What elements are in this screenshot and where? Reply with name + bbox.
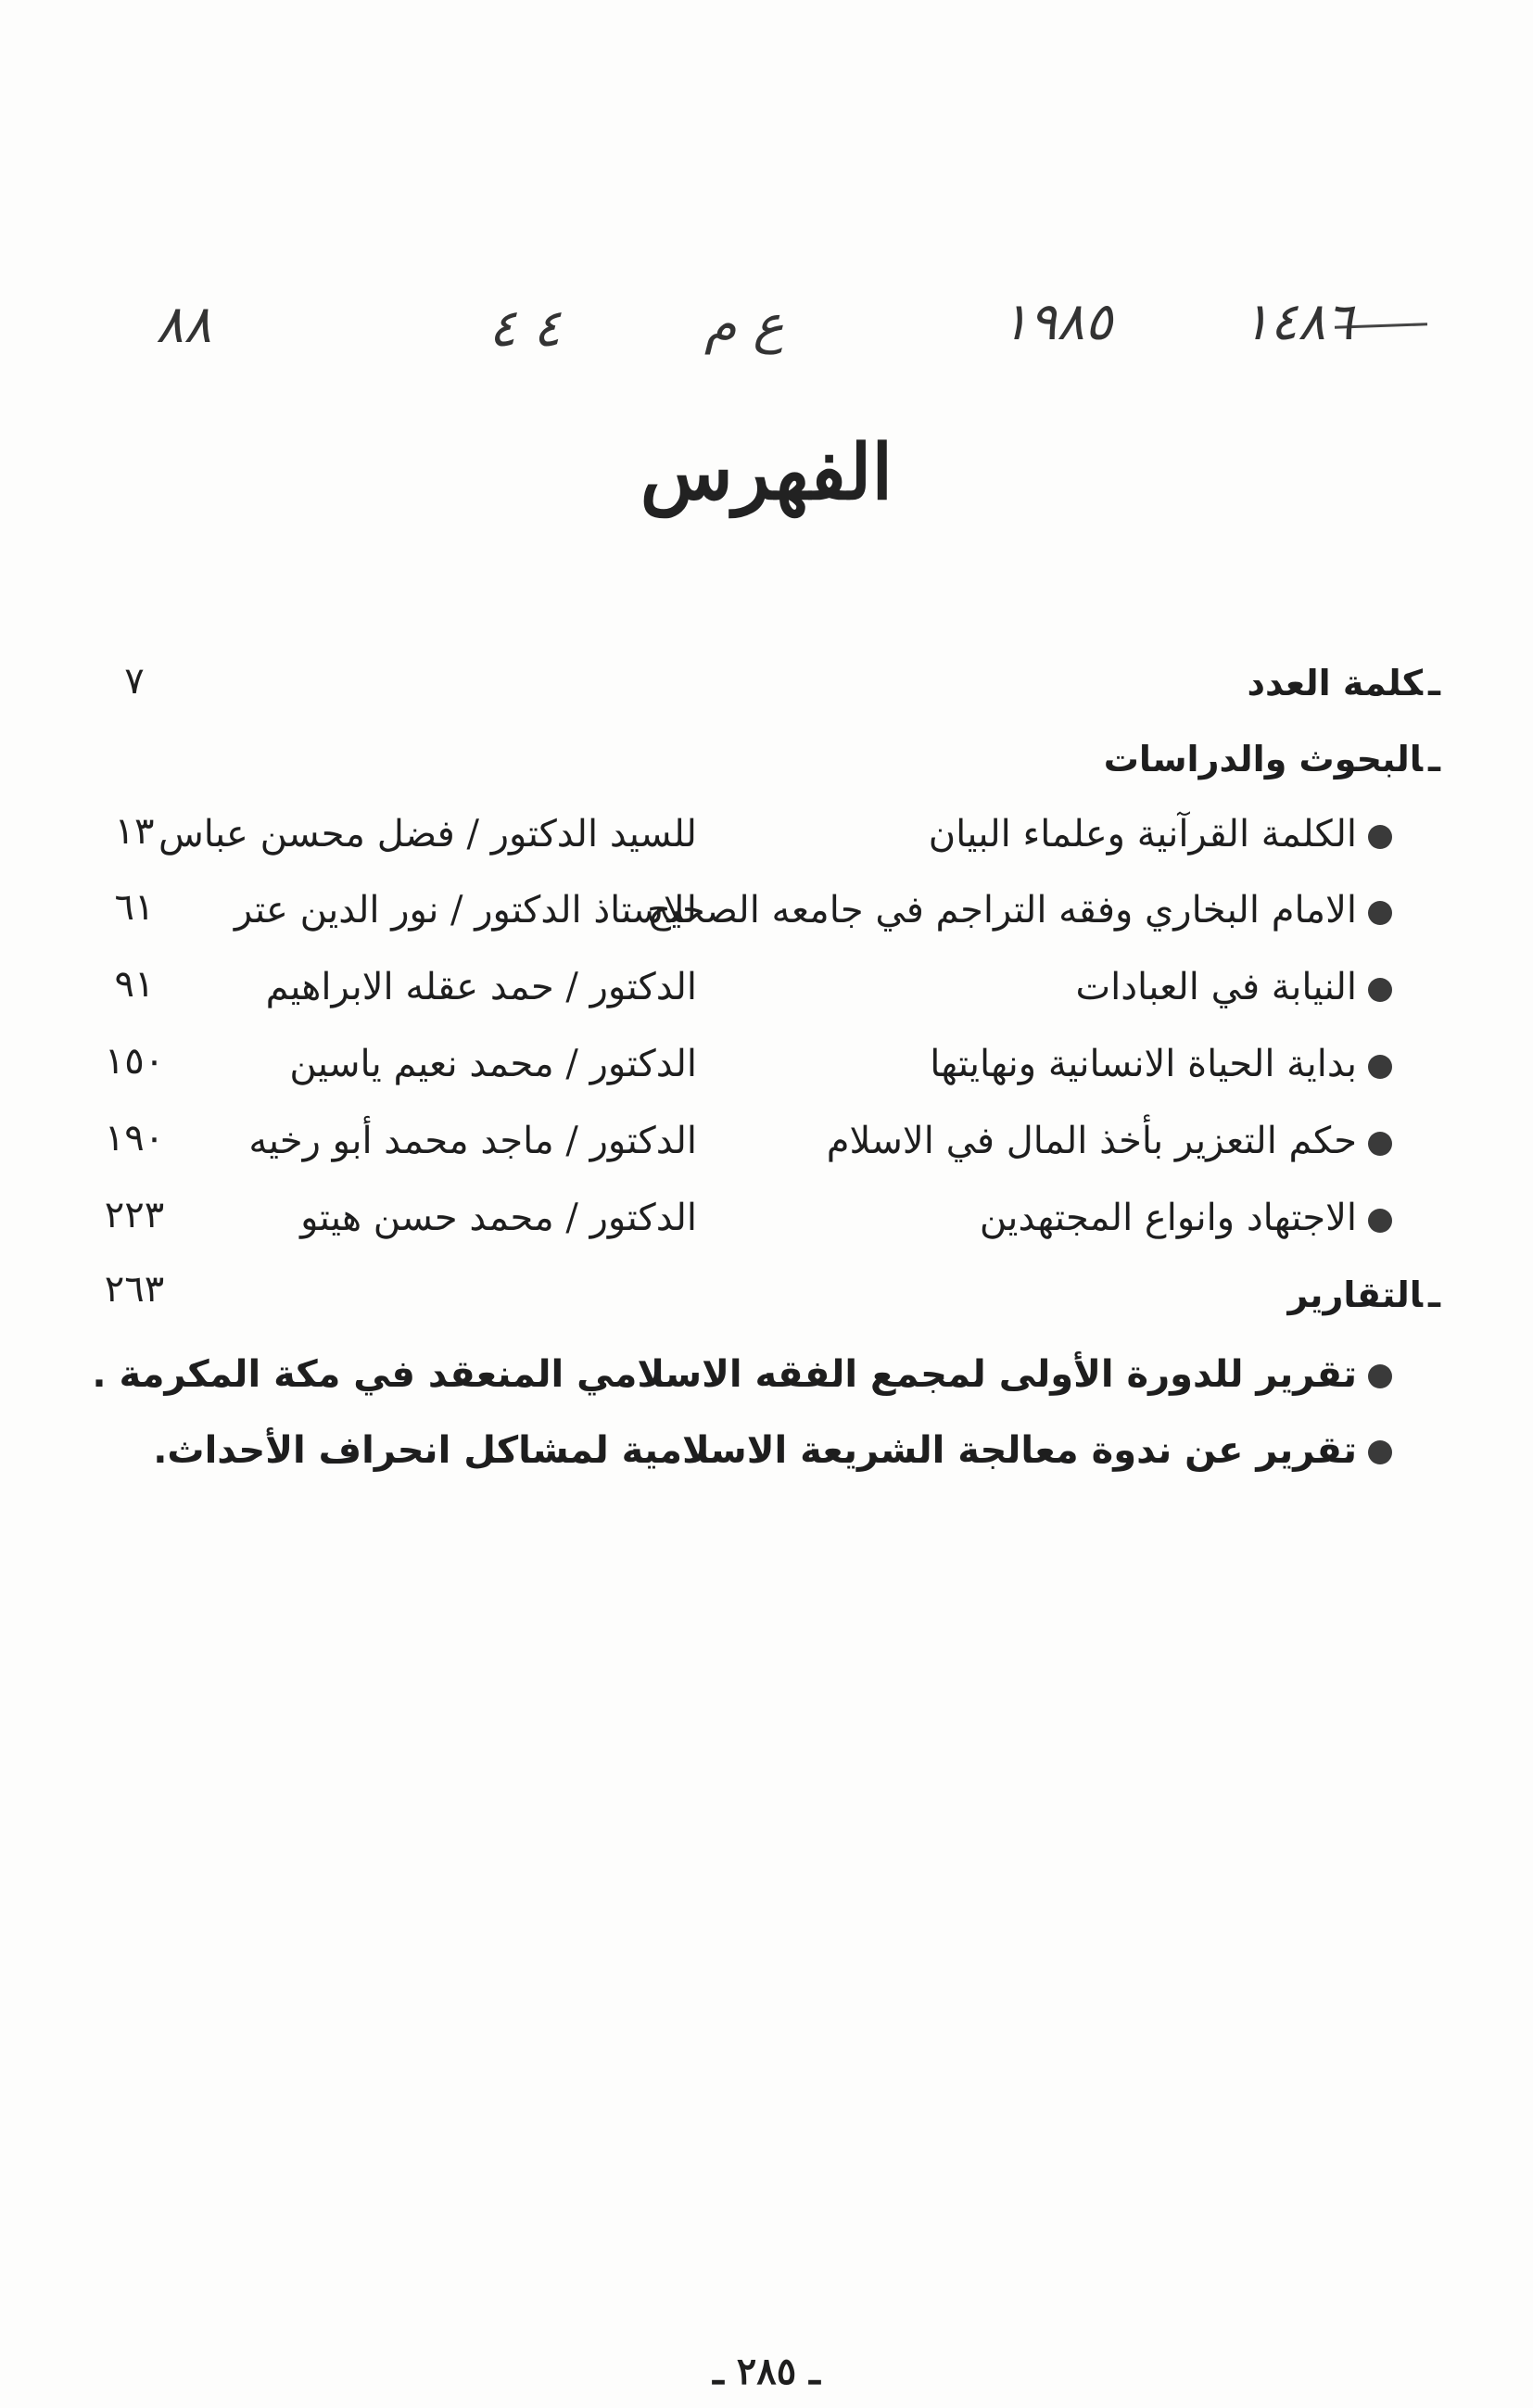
toc-entry-title[interactable]: [827, 1122, 1392, 1160]
toc-entry-title[interactable]: [930, 1043, 1392, 1085]
page-number-reports: ٢٦٣: [104, 1268, 165, 1311]
bullet-icon: [1368, 901, 1392, 925]
section-editorial[interactable]: [1247, 665, 1440, 701]
entry-title-text: الاجتهاد وانواع المجتهدين: [979, 1197, 1357, 1239]
toc-entry-author: الدكتور / حمد عقله الابراهيم: [265, 966, 697, 1008]
handwritten-note-part: ٨٨: [156, 295, 212, 355]
toc-entry-page: ١٣: [114, 810, 155, 853]
toc-entry-page: ١٩٠: [104, 1117, 165, 1160]
section-label: التقارير: [1287, 1274, 1423, 1315]
section-studies: [1104, 741, 1440, 777]
toc-entry-title[interactable]: [928, 813, 1392, 855]
handwritten-note-part: ١٩٨٥: [1001, 292, 1113, 352]
entry-title-text: بداية الحياة الانسانية ونهايتها: [930, 1043, 1357, 1085]
toc-entry-title[interactable]: [1075, 966, 1392, 1008]
section-reports[interactable]: [1287, 1274, 1440, 1315]
entry-title-text: الكلمة القرآنية وعلماء البيان: [928, 813, 1357, 855]
section-label: كلمة العدد: [1247, 663, 1423, 703]
entry-title-text: النيابة في العبادات: [1075, 966, 1357, 1008]
toc-entry-page: ١٥٠: [104, 1040, 165, 1083]
section-dash: ـ: [1428, 1274, 1440, 1315]
report-text: تقرير للدورة الأولى لمجمع الفقه الاسلامي المنعقد في مكة المكرمة .: [92, 1353, 1357, 1396]
section-dash: ـ: [1428, 663, 1440, 703]
handwritten-note-part: ع م: [704, 295, 784, 355]
page-number-editorial: ٧: [124, 660, 145, 703]
footer-page-number: ٢٨٥: [736, 2350, 797, 2393]
toc-entry-page: ٩١: [114, 963, 155, 1006]
toc-entry-author: الدكتور / محمد حسن هيتو: [300, 1197, 697, 1239]
bullet-icon: [1368, 1364, 1392, 1388]
toc-entry-page: ٦١: [114, 886, 155, 929]
report-entry[interactable]: [92, 1353, 1392, 1396]
bullet-icon: [1368, 978, 1392, 1002]
section-dash: ـ: [1428, 739, 1440, 779]
footer-dash: ـ: [713, 2350, 737, 2393]
toc-entry-title[interactable]: [647, 889, 1392, 932]
section-label: البحوث والدراسات: [1103, 739, 1423, 779]
footer-dash: ـ: [796, 2350, 820, 2393]
report-entry[interactable]: [153, 1429, 1392, 1472]
entry-title-text: الامام البخاري وفقه التراجم في جامعه الصحيح: [647, 889, 1357, 932]
bullet-icon: [1368, 825, 1392, 849]
bullet-icon: [1368, 1209, 1392, 1233]
toc-entry-author: الدكتور / محمد نعيم ياسين: [289, 1043, 697, 1085]
toc-entry-page: ٢٢٣: [104, 1194, 165, 1236]
page-footer: [0, 2350, 1533, 2393]
handwritten-note-part: ٤ ٤: [488, 298, 561, 359]
toc-entry-author: للسيد الدكتور / فضل محسن عباس: [158, 813, 697, 855]
entry-title-text: حكم التعزير بأخذ المال في الاسلام: [826, 1120, 1357, 1162]
toc-entry-author: للاستاذ الدكتور / نور الدين عتر: [234, 889, 697, 932]
handwritten-note-part: ١٤٨٦: [1242, 292, 1354, 352]
bullet-icon: [1368, 1440, 1392, 1464]
toc-entry-author: الدكتور / ماجد محمد أبو رخيه: [248, 1120, 697, 1162]
toc-entry-title[interactable]: [979, 1197, 1392, 1239]
bullet-icon: [1368, 1132, 1392, 1156]
bullet-icon: [1368, 1055, 1392, 1079]
page-title: الفهرس: [640, 428, 893, 517]
report-text: تقرير عن ندوة معالجة الشريعة الاسلامية لمشاكل انحراف الأحداث.: [153, 1429, 1357, 1472]
